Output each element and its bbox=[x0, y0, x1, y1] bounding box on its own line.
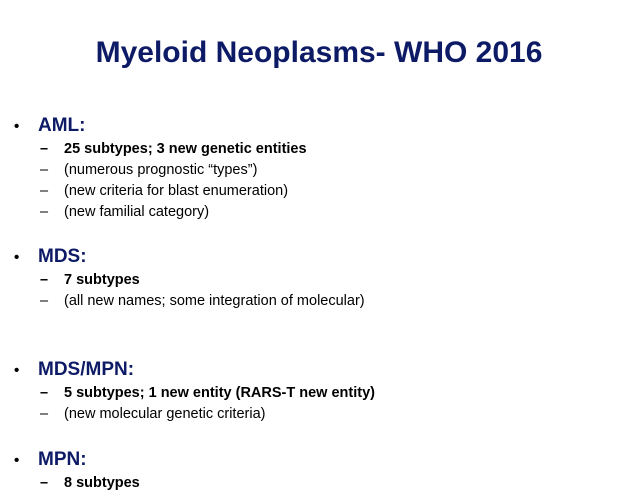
heading-label: MPN: bbox=[38, 449, 87, 470]
heading-label: MDS: bbox=[38, 246, 87, 267]
item-text: (new criteria for blast enumeration) bbox=[64, 183, 289, 199]
list-item bbox=[14, 404, 375, 425]
section-heading bbox=[14, 113, 307, 139]
section-aml bbox=[14, 113, 307, 223]
list-item bbox=[14, 270, 365, 291]
dash-icon: – bbox=[40, 475, 49, 491]
item-text: 8 subtypes bbox=[64, 475, 140, 491]
list-item bbox=[14, 473, 140, 494]
bullet-icon: • bbox=[14, 361, 20, 379]
list-item bbox=[14, 181, 307, 202]
item-text: (numerous prognostic “types”) bbox=[64, 162, 258, 178]
item-text: 7 subtypes bbox=[64, 272, 140, 288]
list-item bbox=[14, 139, 307, 160]
list-item bbox=[14, 383, 375, 404]
list-item bbox=[14, 291, 365, 312]
dash-icon: – bbox=[40, 141, 49, 157]
dash-icon: – bbox=[40, 204, 49, 220]
heading-label: MDS/MPN: bbox=[38, 359, 135, 380]
dash-icon: – bbox=[40, 183, 49, 199]
section-mds bbox=[14, 244, 365, 312]
heading-label: AML: bbox=[38, 115, 86, 136]
dash-icon: – bbox=[40, 272, 49, 288]
item-text: (all new names; some integration of molecular) bbox=[64, 293, 365, 309]
dash-icon: – bbox=[40, 406, 49, 422]
slide-title: Myeloid Neoplasms- WHO 2016 bbox=[95, 36, 543, 69]
dash-icon: – bbox=[40, 162, 49, 178]
item-text: (new molecular genetic criteria) bbox=[64, 406, 266, 422]
section-mds-mpn bbox=[14, 357, 375, 425]
bullet-icon: • bbox=[14, 117, 20, 135]
item-text: 5 subtypes; 1 new entity (RARS-T new entity) bbox=[64, 385, 375, 401]
list-item bbox=[14, 202, 307, 223]
item-text: (new familial category) bbox=[64, 204, 210, 220]
section-mpn bbox=[14, 447, 140, 494]
bullet-icon: • bbox=[14, 248, 20, 266]
item-text: 25 subtypes; 3 new genetic entities bbox=[64, 141, 307, 157]
dash-icon: – bbox=[40, 385, 49, 401]
list-item bbox=[14, 160, 307, 181]
bullet-icon: • bbox=[14, 451, 20, 469]
dash-icon: – bbox=[40, 293, 49, 309]
section-heading bbox=[14, 244, 365, 270]
section-heading bbox=[14, 447, 140, 473]
section-heading bbox=[14, 357, 375, 383]
